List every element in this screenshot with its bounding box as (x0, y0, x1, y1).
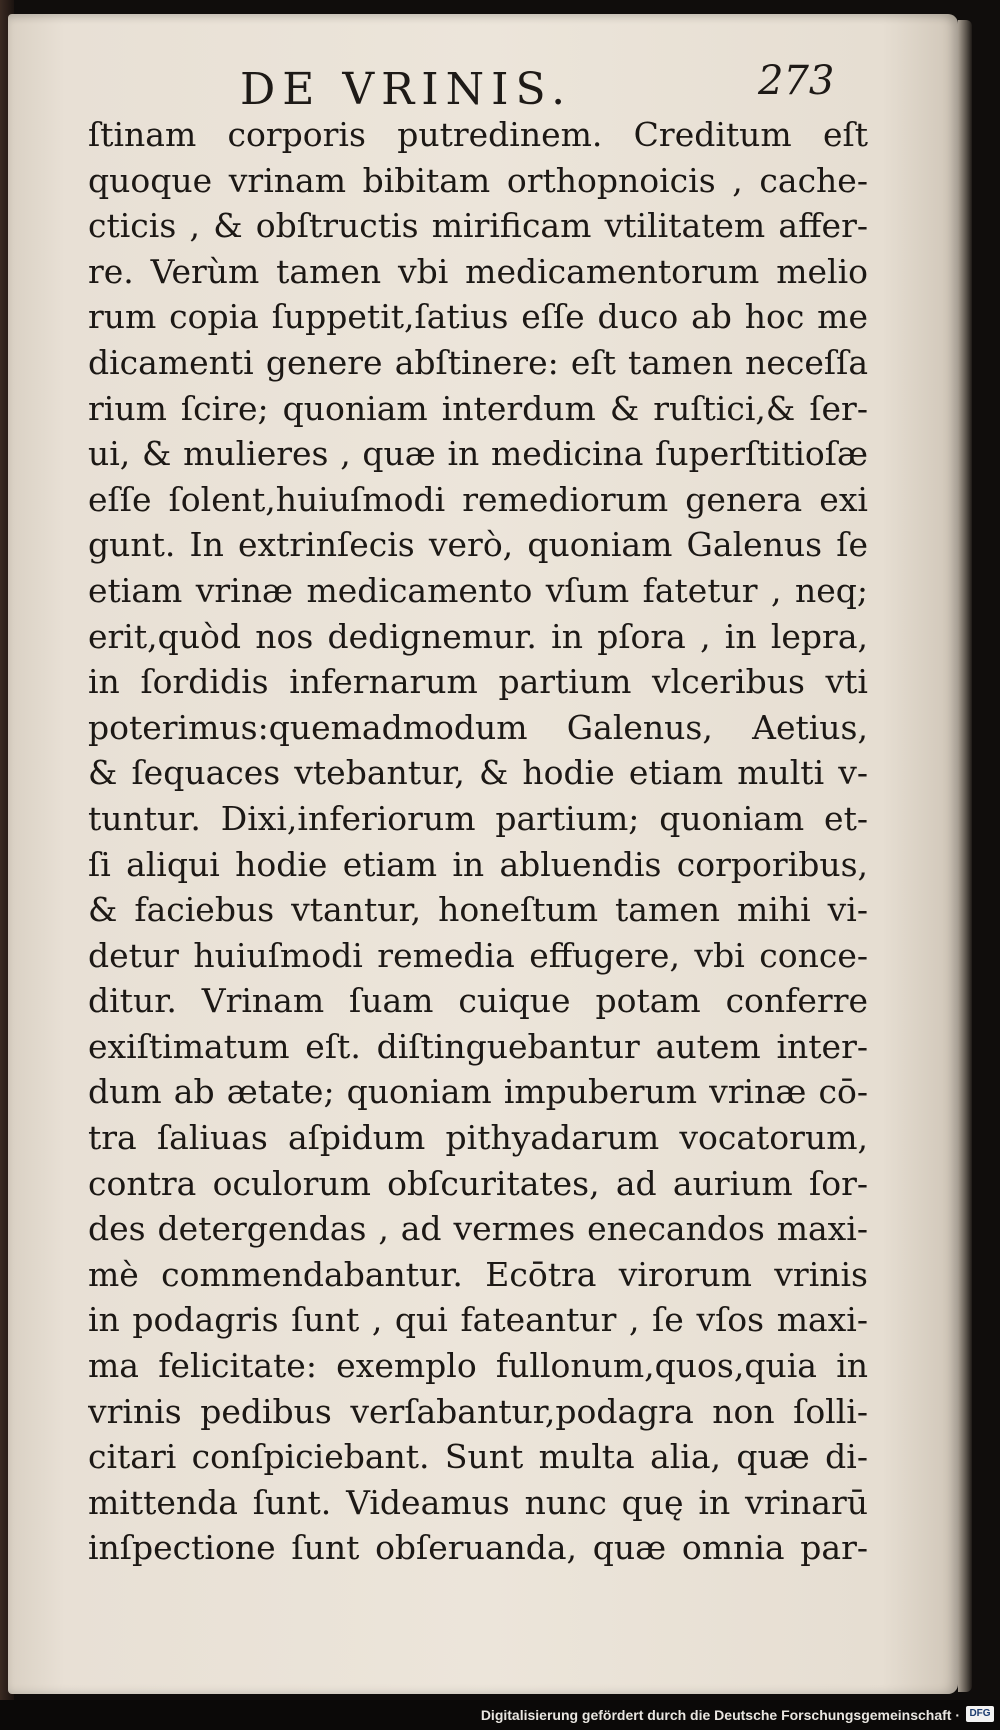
text-line: ma felicitate: exemplo fullonum,quos,quia in (88, 1346, 868, 1386)
text-line: in podagris ſunt , qui fateantur , ſe vſos maxi- (88, 1300, 868, 1340)
text-line: eſſe ſolent,huiuſmodi remediorum genera exi (88, 479, 868, 519)
body-text (88, 112, 868, 1571)
text-line: & ſequaces vtebantur, & hodie etiam multi v- (88, 753, 868, 793)
text-line: ui, & mulieres , quæ in medicina ſuperſtitioſæ (88, 434, 868, 474)
text-line: rium ſcire; quoniam interdum & ruſtici,& ſer- (88, 388, 868, 428)
text-line: dum ab ætate; quoniam impuberum vrinæ cō- (88, 1072, 868, 1112)
text-line: etiam vrinæ medicamento vſum fatetur , neq; (88, 570, 868, 610)
text-line: mittenda ſunt. Videamus nunc quę in vrinarū (88, 1482, 868, 1522)
text-line: exiſtimatum eſt. diſtinguebantur autem inter- (88, 1026, 868, 1066)
text-line: quoque vrinam bibitam orthopnoicis , cache- (88, 160, 868, 200)
text-line: dicamenti genere abſtinere: eſt tamen neceſſa (88, 342, 868, 382)
text-line: rum copia ſuppetit,ſatius eſſe duco ab hoc me (88, 297, 868, 337)
text-line: tra ſaliuas aſpidum pithyadarum vocatorum, (88, 1118, 868, 1158)
text-line: mè commendabantur. Ecōtra virorum vrinis (88, 1254, 868, 1294)
running-head: DE VRINIS. (240, 64, 573, 115)
text-line: poterimus:quemadmodum Galenus, Aetius, (88, 707, 868, 747)
page-number: 273 (758, 58, 835, 104)
text-line: erit,quòd nos dedignemur. in pſora , in lepra, (88, 616, 868, 656)
dfg-logo-icon: DFG (966, 1706, 994, 1722)
text-line: ſi aliqui hodie etiam in abluendis corporibus, (88, 844, 868, 884)
text-line: des detergendas , ad vermes enecandos maxi- (88, 1209, 868, 1249)
text-line: inſpectione ſunt obſeruanda, quæ omnia par- (88, 1528, 868, 1568)
text-line: & faciebus vtantur, honeſtum tamen mihi vi- (88, 890, 868, 930)
text-line: ditur. Vrinam ſuam cuique potam conferre (88, 981, 868, 1021)
funding-credit: Digitalisierung gefördert durch die Deutsche Forschungsgemeinschaft · (480, 1707, 960, 1723)
text-line: detur huiuſmodi remedia effugere, vbi conce- (88, 935, 868, 975)
footer-bar (0, 1700, 1000, 1730)
text-line: re. Verùm tamen vbi medicamentorum melio (88, 251, 868, 291)
page-edge-shadow (958, 20, 972, 1692)
text-line: vrinis pedibus verſabantur,podagra non ſolli- (88, 1391, 868, 1431)
text-line: ſtinam corporis putredinem. Creditum eſt (88, 115, 868, 154)
text-line: cticis , & obſtructis mirificam vtilitatem affer- (88, 206, 868, 246)
text-line: citari conſpiciebant. Sunt multa alia, quæ di- (88, 1437, 868, 1477)
text-line: in ſordidis infernarum partium vlceribus vti (88, 662, 868, 702)
text-line: contra oculorum obſcuritates, ad aurium ſor- (88, 1163, 868, 1203)
text-line: tuntur. Dixi,inferiorum partium; quoniam et- (88, 798, 868, 838)
text-line: gunt. In extrinſecis verò, quoniam Galenus ſe (88, 525, 868, 565)
